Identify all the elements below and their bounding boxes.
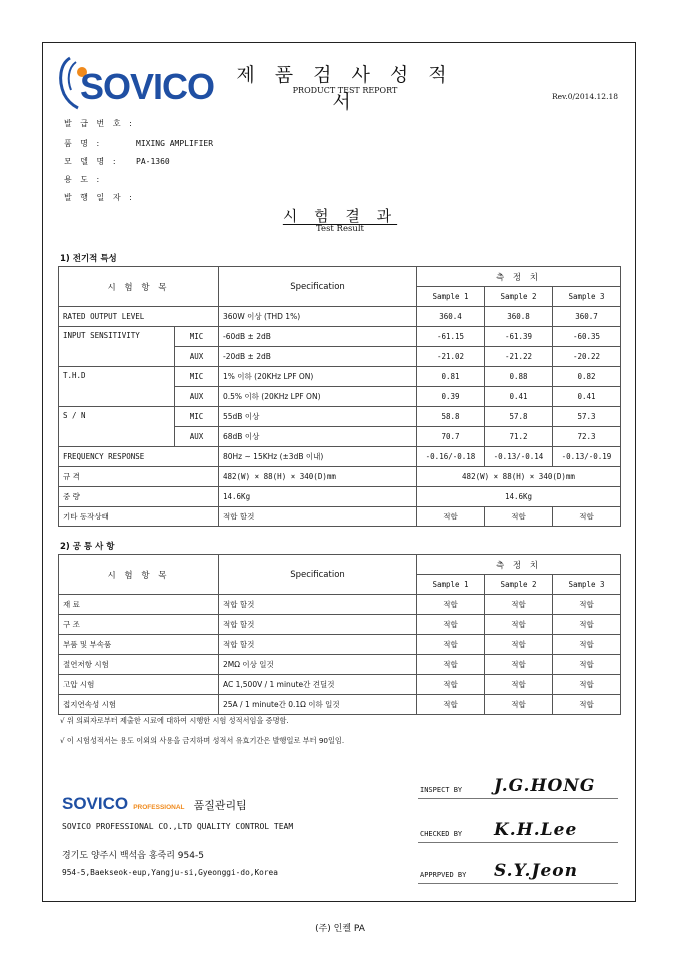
row-item: 중 량 bbox=[59, 487, 219, 507]
row-value: 적합 bbox=[485, 635, 553, 655]
revision-label: Rev.0/2014.12.18 bbox=[551, 92, 618, 101]
signature-label: CHECKED BY bbox=[420, 830, 463, 838]
row-spec: 1% 이하 (20KHz LPF ON) bbox=[219, 367, 417, 387]
row-value: 0.41 bbox=[553, 387, 621, 407]
row-item: 절연저항 시험 bbox=[59, 655, 219, 675]
row-spec: -20dB ± 2dB bbox=[219, 347, 417, 367]
row-item: 구 조 bbox=[59, 615, 219, 635]
signature-inspect bbox=[418, 772, 618, 799]
row-item: 재 료 bbox=[59, 595, 219, 615]
signature-label: APPRPVED BY bbox=[420, 871, 467, 879]
table-row bbox=[59, 507, 621, 527]
head-sample: Sample 1 bbox=[417, 575, 485, 595]
document-subtitle: PRODUCT TEST REPORT bbox=[292, 86, 398, 95]
row-value: 58.8 bbox=[417, 407, 485, 427]
info-issue-number: 발 급 번 호 : bbox=[64, 119, 135, 128]
row-value: 57.8 bbox=[485, 407, 553, 427]
row-value: 적합 bbox=[553, 507, 621, 527]
row-spec: 55dB 이상 bbox=[219, 407, 417, 427]
signature-name: S.Y.Jeon bbox=[494, 861, 579, 881]
row-spec: 적합 할것 bbox=[219, 595, 417, 615]
signature-checked bbox=[418, 816, 618, 843]
row-item: INPUT SENSITIVITY bbox=[59, 327, 175, 367]
row-spec: 적합 할것 bbox=[219, 635, 417, 655]
footer-logo bbox=[62, 794, 247, 814]
row-value: 360.8 bbox=[485, 307, 553, 327]
section2-title: 2) 공 통 사 항 bbox=[60, 542, 115, 552]
document-title: 제 품 검 사 성 적 서 bbox=[236, 64, 454, 113]
footer-team-en: SOVICO PROFESSIONAL CO.,LTD QUALITY CONTROL TEAM bbox=[62, 822, 294, 831]
table-row bbox=[59, 635, 621, 655]
head-spec: Specification bbox=[219, 267, 417, 307]
common-table bbox=[58, 554, 621, 715]
row-item: 접지연속성 시험 bbox=[59, 695, 219, 715]
row-item: T.H.D bbox=[59, 367, 175, 407]
row-spec: 68dB 이상 bbox=[219, 427, 417, 447]
row-value: 0.39 bbox=[417, 387, 485, 407]
signature-label: INSPECT BY bbox=[420, 786, 463, 794]
row-spec: 2MΩ 이상 일것 bbox=[219, 655, 417, 675]
electrical-table bbox=[58, 266, 621, 527]
head-sample: Sample 3 bbox=[553, 287, 621, 307]
result-subtitle: Test Result bbox=[316, 224, 364, 234]
row-value: 0.41 bbox=[485, 387, 553, 407]
row-value: -0.16/-0.18 bbox=[417, 447, 485, 467]
row-spec: -60dB ± 2dB bbox=[219, 327, 417, 347]
row-value: -21.22 bbox=[485, 347, 553, 367]
row-sub: AUX bbox=[175, 387, 219, 407]
row-item: 규 격 bbox=[59, 467, 219, 487]
row-value: 적합 bbox=[553, 695, 621, 715]
row-value: 적합 bbox=[485, 615, 553, 635]
row-value: 360.4 bbox=[417, 307, 485, 327]
row-value: 360.7 bbox=[553, 307, 621, 327]
row-value: 0.81 bbox=[417, 367, 485, 387]
row-value: -20.22 bbox=[553, 347, 621, 367]
row-value: 적합 bbox=[417, 595, 485, 615]
row-spec: 적합 할것 bbox=[219, 615, 417, 635]
info-product-name: 품 명 : MIXING AMPLIFIER bbox=[64, 139, 214, 148]
footer-brand-sub: PROFESSIONAL bbox=[133, 804, 185, 811]
info-usage: 용 도 : bbox=[64, 175, 103, 184]
footer-address-en: 954-5,Baekseok-eup,Yangju-si,Gyeonggi-do,Korea bbox=[62, 868, 278, 877]
footer-team: 품질관리팀 bbox=[193, 799, 247, 812]
row-value: 적합 bbox=[417, 635, 485, 655]
head-sample: Sample 2 bbox=[485, 287, 553, 307]
head-item: 시 험 항 목 bbox=[59, 555, 219, 595]
signature-approved bbox=[418, 857, 618, 884]
row-item: S / N bbox=[59, 407, 175, 447]
head-measure: 측 정 치 bbox=[417, 555, 621, 575]
row-value: 적합 bbox=[553, 635, 621, 655]
head-sample: Sample 2 bbox=[485, 575, 553, 595]
row-item: 부품 및 부속품 bbox=[59, 635, 219, 655]
table-row bbox=[59, 447, 621, 467]
head-sample: Sample 1 bbox=[417, 287, 485, 307]
info-model-name: 모 델 명 : PA-1360 bbox=[64, 157, 170, 166]
result-title: 시 험 결 과 bbox=[282, 207, 398, 225]
row-value: 적합 bbox=[485, 595, 553, 615]
signature-name: J.G.HONG bbox=[494, 776, 596, 796]
head-spec: Specification bbox=[219, 555, 417, 595]
row-value: 적합 bbox=[553, 595, 621, 615]
note-certification: √ 위 의뢰자로부터 제출한 시료에 대하여 시행한 시험 성적서임을 증명함. bbox=[60, 716, 289, 725]
row-value: 71.2 bbox=[485, 427, 553, 447]
row-value: 적합 bbox=[417, 507, 485, 527]
row-spec: 25A / 1 minute간 0.1Ω 이하 일것 bbox=[219, 695, 417, 715]
row-value: 적합 bbox=[485, 655, 553, 675]
row-spec: AC 1,500V / 1 minute간 견딜것 bbox=[219, 675, 417, 695]
row-spec: 482(W) × 88(H) × 340(D)mm bbox=[219, 467, 417, 487]
row-value: 적합 bbox=[553, 655, 621, 675]
row-item: 고압 시험 bbox=[59, 675, 219, 695]
row-value: 적합 bbox=[485, 695, 553, 715]
row-value: 적합 bbox=[417, 695, 485, 715]
table-row bbox=[59, 615, 621, 635]
row-value: -0.13/-0.14 bbox=[485, 447, 553, 467]
table-row bbox=[59, 327, 621, 347]
info-issue-date: 발 행 일 자 : bbox=[64, 193, 135, 202]
table-row bbox=[59, 367, 621, 387]
table-row bbox=[59, 487, 621, 507]
row-value: -0.13/-0.19 bbox=[553, 447, 621, 467]
row-spec: 360W 이상 (THD 1%) bbox=[219, 307, 417, 327]
row-spec: 14.6Kg bbox=[219, 487, 417, 507]
row-value: 57.3 bbox=[553, 407, 621, 427]
row-value: 적합 bbox=[553, 615, 621, 635]
row-item: FREQUENCY RESPONSE bbox=[59, 447, 219, 467]
row-value: 482(W) × 88(H) × 340(D)mm bbox=[417, 467, 621, 487]
row-value: -21.02 bbox=[417, 347, 485, 367]
row-value: 적합 bbox=[417, 655, 485, 675]
table-row bbox=[59, 307, 621, 327]
row-value: 적합 bbox=[485, 675, 553, 695]
page-footer: (주) 인켈 PA bbox=[315, 924, 365, 934]
row-value: -60.35 bbox=[553, 327, 621, 347]
row-sub: MIC bbox=[175, 327, 219, 347]
row-value: 14.6Kg bbox=[417, 487, 621, 507]
row-value: 적합 bbox=[417, 675, 485, 695]
table-row bbox=[59, 407, 621, 427]
row-sub: MIC bbox=[175, 407, 219, 427]
row-spec: 적합 할것 bbox=[219, 507, 417, 527]
row-spec: 80Hz ~ 15KHz (±3dB 이내) bbox=[219, 447, 417, 467]
row-value: 70.7 bbox=[417, 427, 485, 447]
section1-title: 1) 전기적 특성 bbox=[60, 254, 117, 264]
row-item: RATED OUTPUT LEVEL bbox=[59, 307, 219, 327]
table-row bbox=[59, 467, 621, 487]
row-sub: AUX bbox=[175, 347, 219, 367]
row-spec: 0.5% 이하 (20KHz LPF ON) bbox=[219, 387, 417, 407]
row-value: 적합 bbox=[485, 507, 553, 527]
signature-name: K.H.Lee bbox=[494, 820, 578, 840]
row-value: 적합 bbox=[553, 675, 621, 695]
note-validity: √ 이 시험성적서는 용도 이외의 사용을 금지하며 성적서 유효기간은 발행일로 부터 90일임. bbox=[60, 736, 345, 745]
head-sample: Sample 3 bbox=[553, 575, 621, 595]
row-value: -61.39 bbox=[485, 327, 553, 347]
table-row bbox=[59, 695, 621, 715]
table-row bbox=[59, 595, 621, 615]
row-sub: AUX bbox=[175, 427, 219, 447]
row-sub: MIC bbox=[175, 367, 219, 387]
row-value: 72.3 bbox=[553, 427, 621, 447]
footer-address-ko: 경기도 양주시 백석읍 홍죽리 954-5 bbox=[62, 851, 204, 861]
logo-text: SOVICO bbox=[80, 66, 215, 107]
row-value: 0.88 bbox=[485, 367, 553, 387]
row-value: 0.82 bbox=[553, 367, 621, 387]
row-value: -61.15 bbox=[417, 327, 485, 347]
table-row bbox=[59, 675, 621, 695]
row-value: 적합 bbox=[417, 615, 485, 635]
head-measure: 측 정 치 bbox=[417, 267, 621, 287]
row-item: 기타 동작상태 bbox=[59, 507, 219, 527]
table-row bbox=[59, 655, 621, 675]
head-item: 시 험 항 목 bbox=[59, 267, 219, 307]
footer-brand: SOVICO bbox=[62, 794, 129, 813]
